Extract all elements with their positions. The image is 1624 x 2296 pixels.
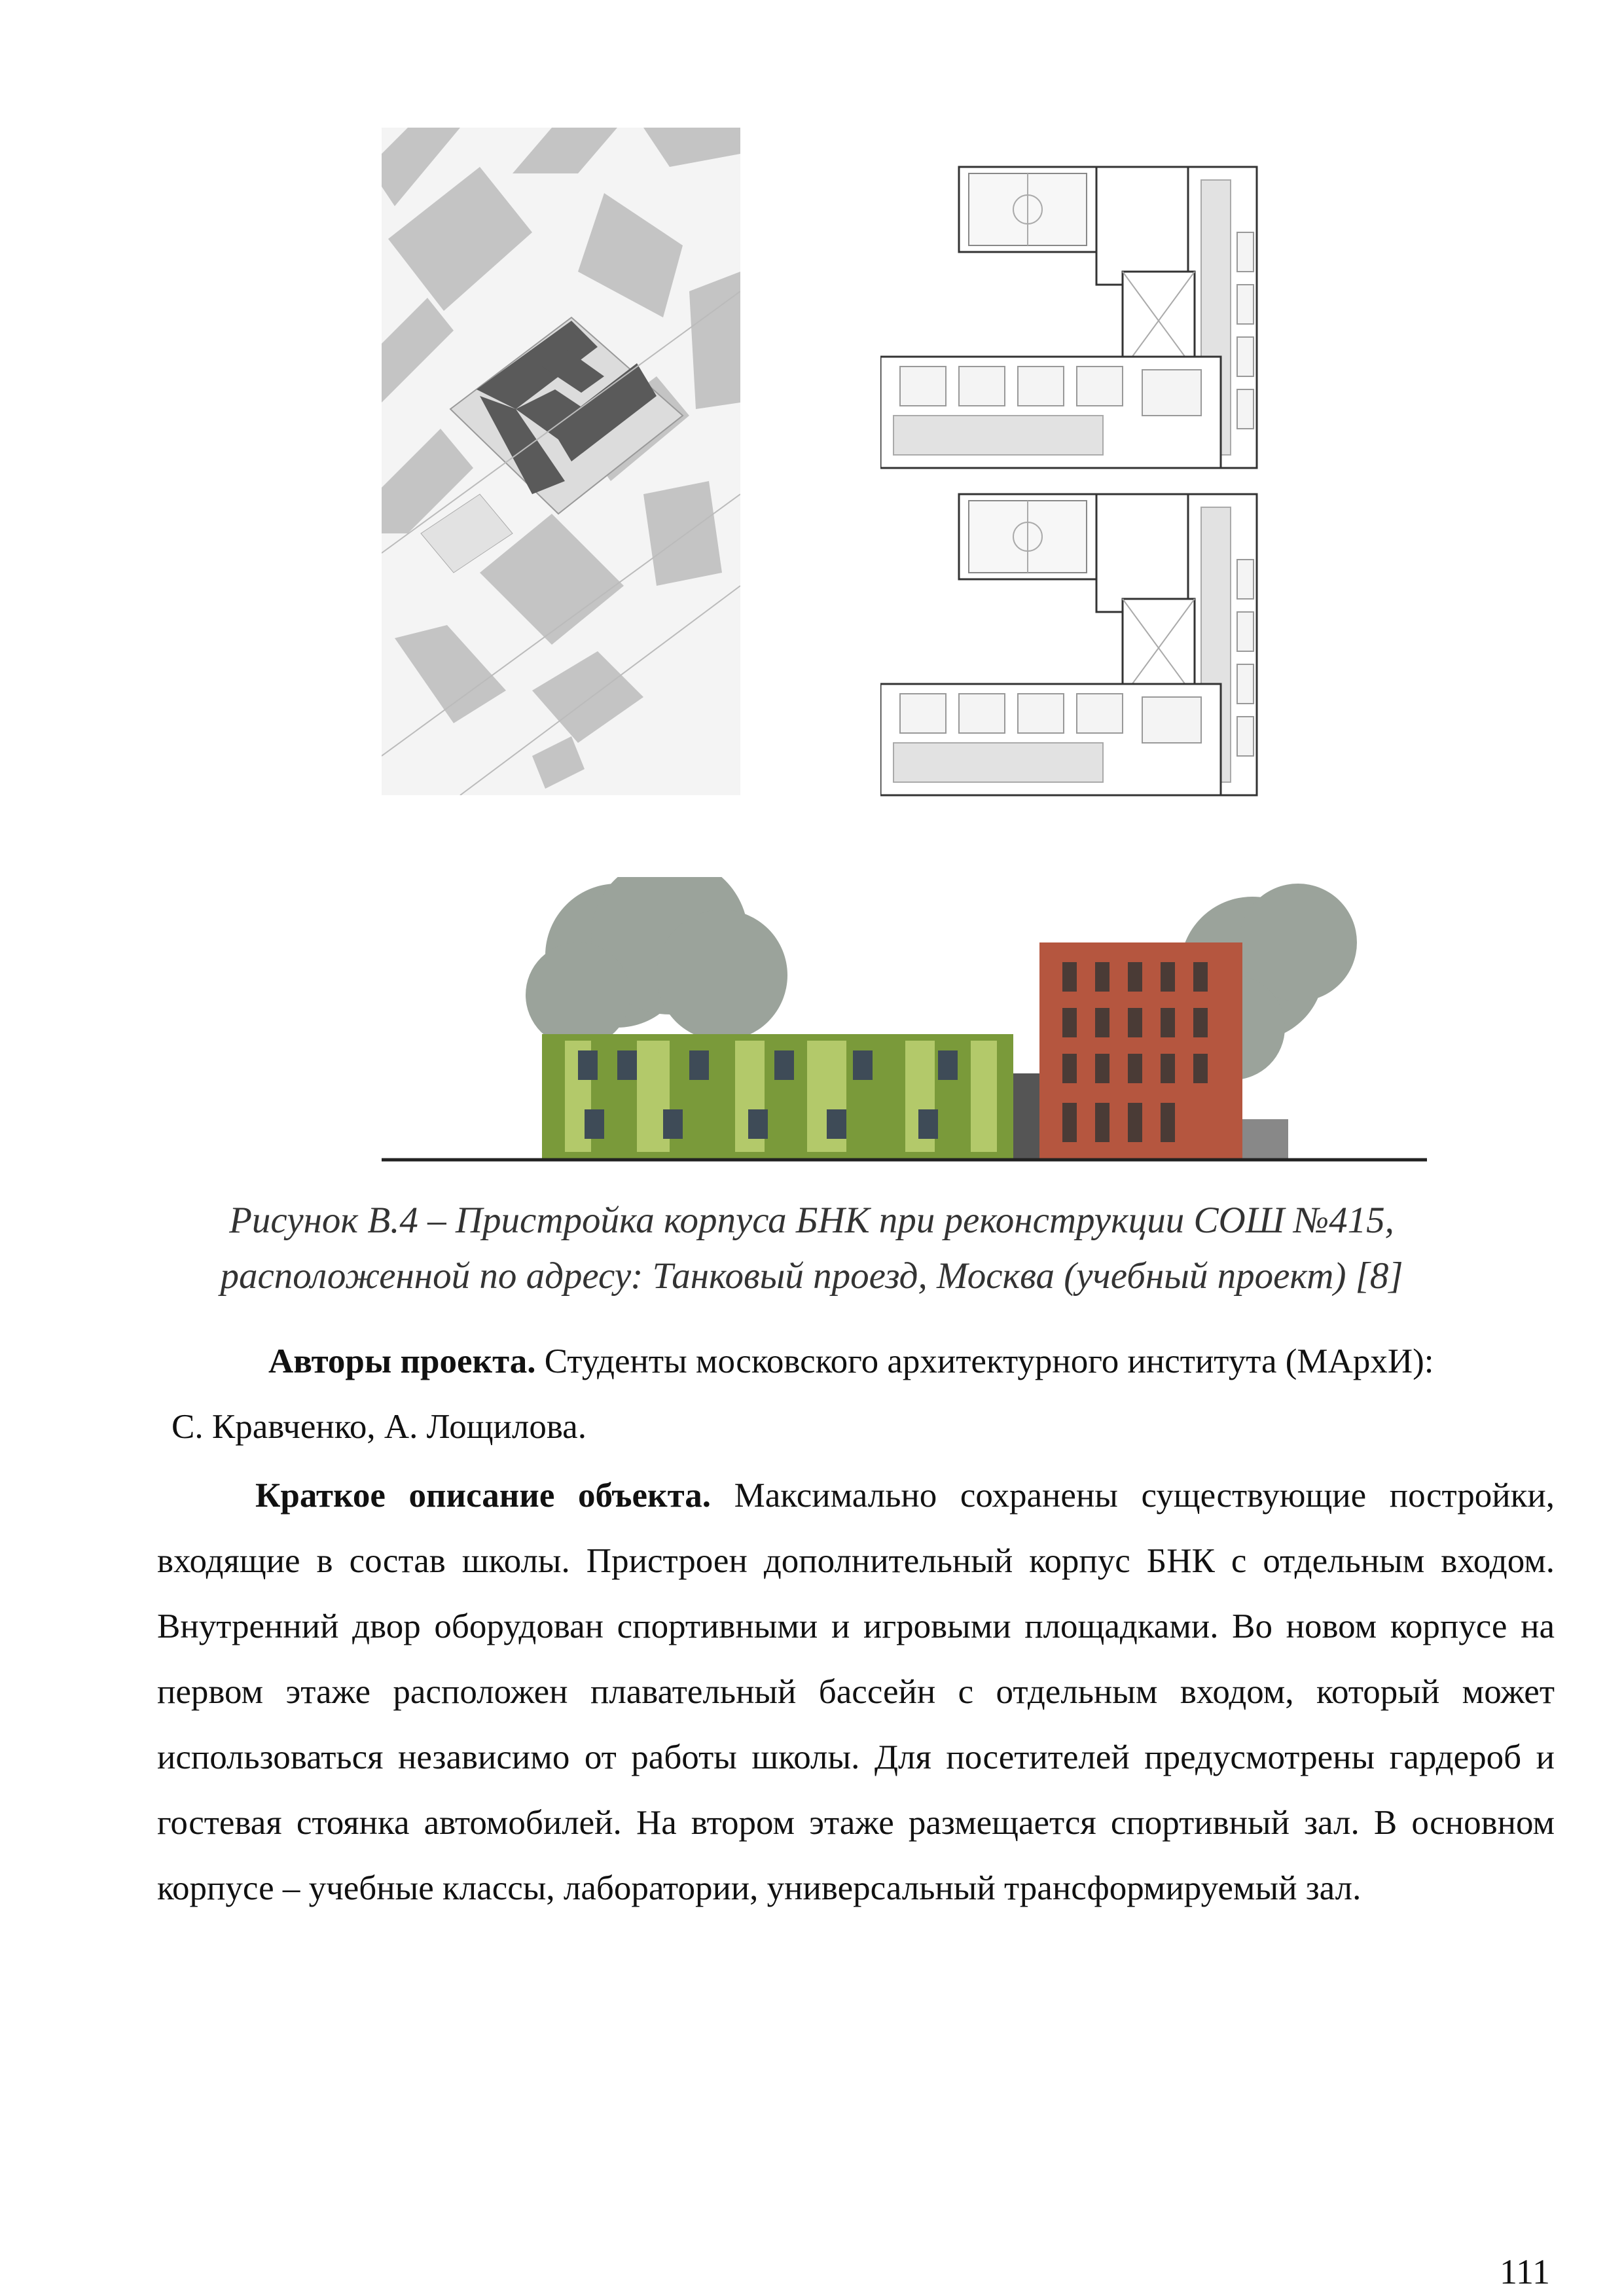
authors-names: С. Кравченко, А. Лощилова. [171,1408,586,1446]
floor-plan-1 [880,167,1257,468]
site-plan-figure [382,128,740,795]
authors-label: Авторы проекта. [268,1342,536,1380]
description-label: Краткое описание объекта. [255,1477,712,1515]
authors-paragraph [268,1329,1551,1394]
page-number: 111 [1500,2252,1550,2291]
description-text: Максимально сохранены существующие постройки, входящие в состав школы. Пристроен дополнительный корпус БНК с отдельным входом. Внутренний двор оборудован спортивными и игровыми площадками. Во новом корпусе на первом этаже расположен плавательный бассейн с отдельным входом, который может использоваться независимо от работы школы. Для посетителей предусмотрены гардероб и гостевая стоянка автомобилей. На втором этаже размещается спортивный зал. В основном корпусе – учебные классы, лаборатории, универсальный трансформируемый зал. [157,1477,1555,1907]
figure-caption-line-1: Рисунок В.4 – Пристройка корпуса БНК при реконструкции СОШ №415, [229,1200,1394,1241]
figure-caption-line-2: расположенной по адресу: Танковый проезд, Москва (учебный проект) [8] [220,1255,1403,1297]
description-paragraph [157,1463,1555,1921]
facade-elevation-figure [382,877,1427,1168]
floor-plan-2 [880,494,1257,795]
floor-plans-figure [880,154,1420,808]
authors-text: Студенты московского архитектурного института (МАрхИ): [544,1342,1434,1380]
